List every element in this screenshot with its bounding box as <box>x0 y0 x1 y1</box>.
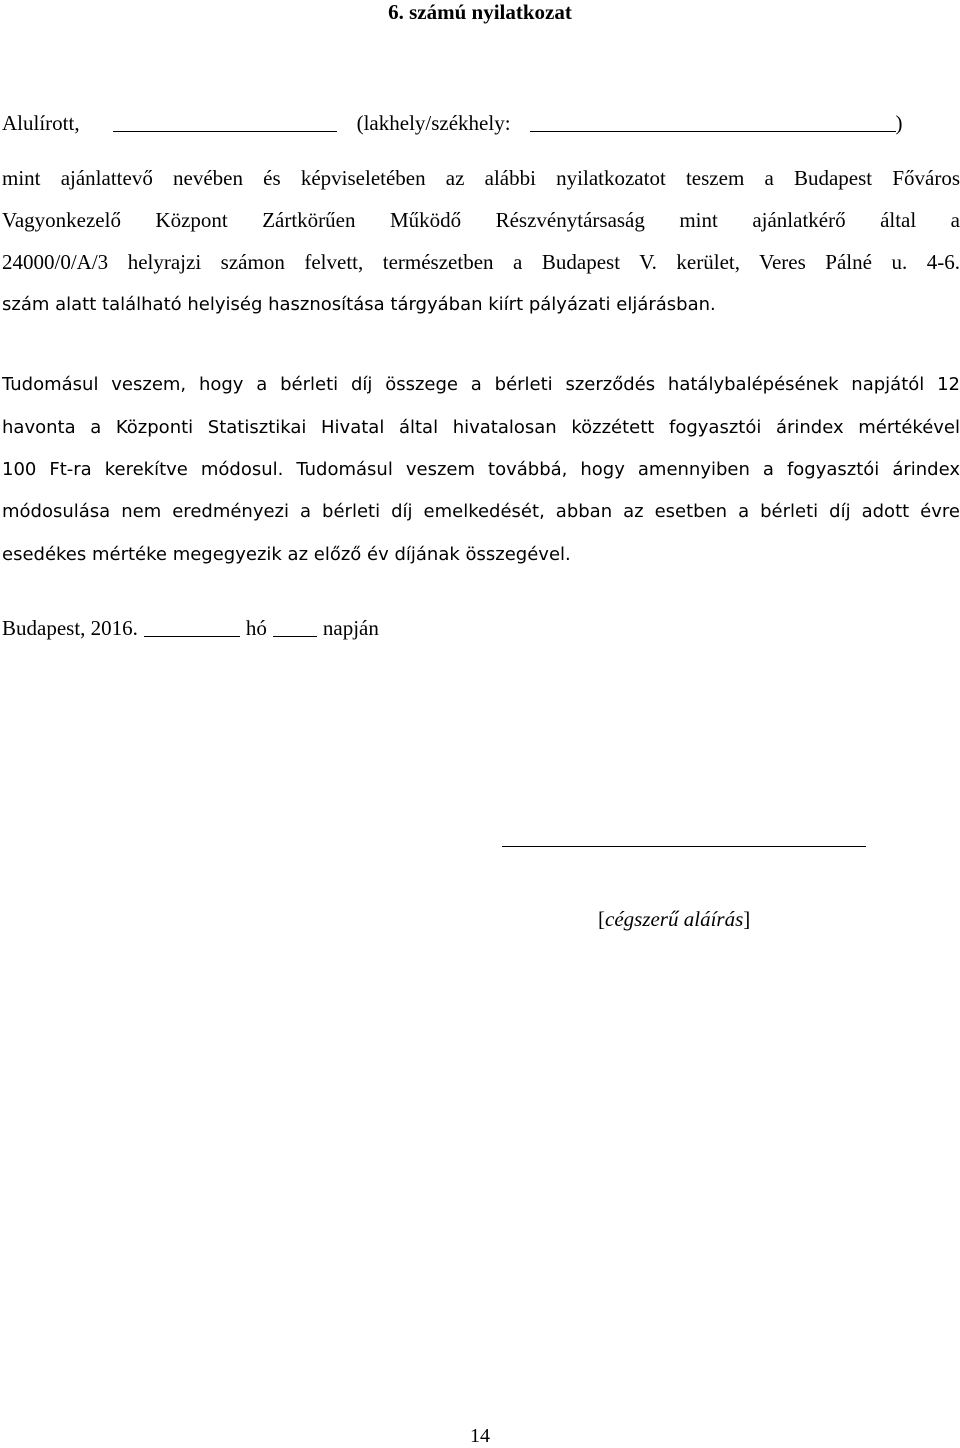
page-number: 14 <box>470 1425 490 1447</box>
acknowledgement-line-5 <box>2 539 960 570</box>
name-blank <box>113 131 337 132</box>
acknowledgement-line-1: Tudomásul veszem, hogy a bérleti díj összege a bérleti szerződés hatálybalépésének napjától 12 <box>2 374 960 395</box>
acknowledgement-line-2: havonta a Központi Statisztikai Hivatal által hivatalosan közzétett fogyasztói árindex mértékével <box>2 417 960 438</box>
signature-line <box>502 846 866 847</box>
declaration-line-2: Vagyonkezelő Központ Zártkörűen Működő Részvénytársaság mint ajánlatkérő által a <box>2 208 960 232</box>
acknowledgement-line-4: módosulása nem eredményezi a bérleti díj emelkedését, abban az esetben a bérleti díj adott évre <box>2 501 960 522</box>
declaration-line-4 <box>2 289 960 320</box>
month-blank <box>144 636 240 637</box>
place-year: Budapest, 2016. <box>2 616 138 640</box>
acknowledgement-line-3: 100 Ft-ra kerekítve módosul. Tudomásul veszem továbbá, hogy amennyiben a fogyasztói árindex <box>2 459 960 480</box>
day-word: napján <box>322 616 379 640</box>
alulirott-label: Alulírott, <box>2 111 80 135</box>
address-blank <box>530 131 896 132</box>
month-word: hó <box>245 616 267 640</box>
declaration-line-1: mint ajánlattevő nevében és képviseletében az alábbi nyilatkozatot teszem a Budapest Főváros <box>2 166 960 190</box>
document-title: 6. számú nyilatkozat <box>388 0 572 24</box>
signature-bracket-open: [ <box>598 907 605 931</box>
date-line <box>2 613 960 643</box>
signature-caption <box>598 904 750 934</box>
declaration-first-line <box>2 108 960 138</box>
declaration-line-3: 24000/0/A/3 helyrajzi számon felvett, természetben a Budapest V. kerület, Veres Pálné u. 4-6. <box>2 250 960 274</box>
lakhely-close: ) <box>895 111 903 135</box>
signature-caption-text: cégszerű aláírás <box>605 907 744 931</box>
signature-bracket-close: ] <box>743 907 751 931</box>
lakhely-label: (lakhely/székhely: <box>356 111 511 135</box>
acknowledgement-line-5-text: esedékes mértéke megegyezik az előző év díjának összegével. <box>2 544 571 565</box>
declaration-line-4-text: szám alatt található helyiség hasznosítása tárgyában kiírt pályázati eljárásban. <box>2 294 716 315</box>
day-blank <box>273 636 317 637</box>
